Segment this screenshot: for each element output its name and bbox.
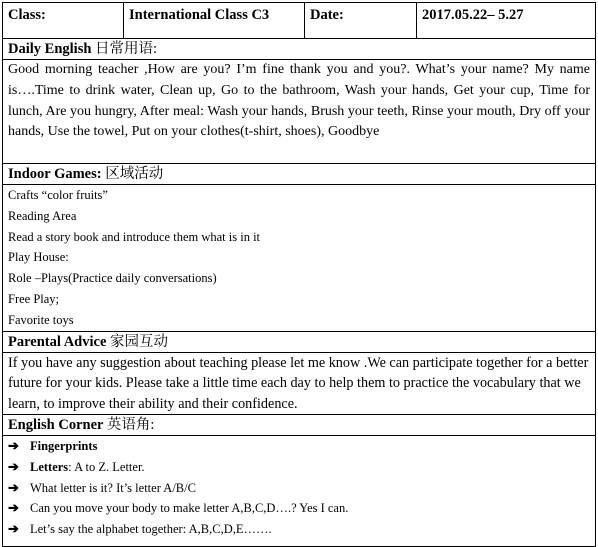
daily-english-title-en: Daily English [8, 41, 92, 57]
weekly-plan-document [2, 2, 595, 547]
daily-english-title [3, 39, 596, 60]
list-item: Read a story book and introduce them what is in it [8, 229, 261, 244]
class-value: International Class C3 [124, 3, 305, 39]
list-item: Play House: [8, 250, 69, 265]
list-item: ➔ Fingerprints [8, 436, 590, 457]
list-item: ➔ Let’s say the alphabet together: A,B,C,D,E……. [8, 519, 590, 540]
indoor-games-title-row [3, 164, 596, 185]
list-item: Crafts “color fruits” [8, 188, 108, 202]
parental-advice-text: If you have any suggestion about teaching please let me know .We can participate together for a better future for your kids. Please take a little time each day to help them to practice the vocabulary that we learn, to improve their ability and their confidence. [3, 352, 596, 415]
arrow-right-icon: ➔ [8, 479, 19, 495]
parental-advice-title-row [3, 331, 596, 352]
english-corner-body-row [3, 436, 596, 547]
parental-advice-title [3, 331, 596, 352]
daily-english-title-cn: 日常用语: [95, 41, 158, 57]
indoor-games-title [3, 164, 596, 185]
indoor-games-body-row [3, 185, 596, 332]
list-item: Role –Plays(Practice daily conversations) [8, 271, 217, 286]
daily-english-body-row [3, 60, 596, 164]
indoor-games-list [3, 185, 596, 332]
arrow-right-icon: ➔ [8, 438, 19, 454]
list-item: Free Play; [8, 291, 60, 306]
parental-advice-body-row [3, 352, 596, 415]
arrow-right-icon: ➔ [8, 458, 19, 474]
daily-english-title-row [3, 39, 596, 60]
header-row [3, 3, 596, 39]
indoor-games-title-en: Indoor Games: [8, 166, 102, 182]
date-value: 2017.05.22– 5.27 [417, 3, 596, 39]
parental-advice-title-cn: 家园互动 [110, 333, 169, 350]
english-corner-title-cn: 英语角: [106, 417, 155, 434]
english-corner-title-en: English Corner [8, 417, 104, 434]
list-item: ➔ What letter is it? It’s letter A/B/C [8, 478, 590, 499]
list-item: Favorite toys [8, 312, 74, 327]
english-corner-title [3, 415, 596, 436]
list-item: ➔ Can you move your body to make letter A,B,C,D….? Yes I can. [8, 498, 590, 519]
date-label: Date: [305, 3, 417, 39]
indoor-games-title-cn: 区域活动 [105, 166, 164, 182]
daily-english-text: Good morning teacher ,How are you? I’m fine thank you and you?. What’s your name? My name is….Time to drink water, Clean up, Go to the bathroom, Wash your hands, Get your cup, Time for lunch, Are you hungry, After meal: Wash your hands, Brush your teeth, Rinse your mouth, Dry off your hands, Use the towel, Put on your clothes(t-shirt, shoes), Goodbye [3, 60, 596, 164]
arrow-right-icon: ➔ [8, 500, 19, 516]
list-item: ➔ Letters: A to Z. Letter. [8, 457, 590, 478]
list-item: Reading Area [8, 208, 77, 223]
plan-table [2, 2, 596, 547]
english-corner-title-row [3, 415, 596, 436]
parental-advice-title-en: Parental Advice [8, 333, 107, 350]
english-corner-list [3, 436, 596, 547]
class-label: Class: [3, 3, 124, 39]
arrow-right-icon: ➔ [8, 521, 19, 537]
